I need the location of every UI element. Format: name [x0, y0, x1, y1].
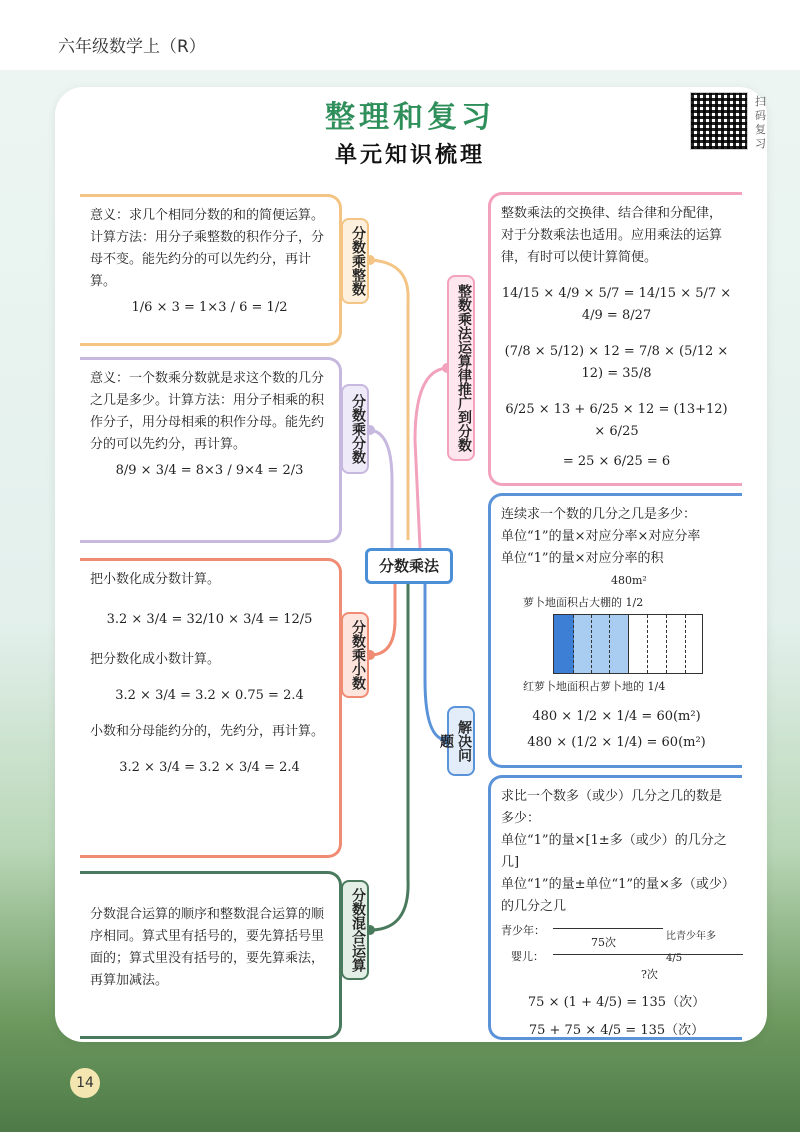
- mix-text: 分数混合运算的顺序和整数混合运算的顺序相同。算式里有括号的，要先算括号里面的；算式里没有括号的，要先算乘法，再算加减法。: [90, 907, 325, 988]
- baby-label: 婴儿：: [511, 950, 544, 963]
- dec-eq3: 3.2 × 3/4 = 3.2 × 3/4 = 2.4: [119, 760, 300, 775]
- solve2-eq2: 75 + 75 × 4/5 = 135（次）: [528, 1023, 705, 1038]
- dec-box: [80, 558, 342, 858]
- frac-text: 意义：一个数乘分数就是求这个数的几分之几是多少。计算方法：用分子相乘的积作分子，用分母相乘的积作分母。能先约分的可以先约分，再计算。: [90, 371, 325, 452]
- qr-label: 扫码复习: [755, 95, 766, 150]
- young-label: 青少年：: [501, 924, 545, 937]
- law-box: [488, 192, 742, 486]
- law-eq3: 6/25 × 13 + 6/25 × 12 = (13+12) × 6/25: [505, 402, 728, 439]
- int-text: 意义：求几个相同分数的和的简便运算。计算方法：用分子乘整数的积作分子，分母不变。能先约分的可以先约分，再计算。: [90, 208, 325, 289]
- tag-frac: 分数乘分数: [341, 384, 369, 474]
- baby-line: [553, 954, 743, 955]
- tag-solve: 解决问题: [447, 706, 475, 776]
- area-diagram: [501, 570, 732, 693]
- page-title: 整理和复习: [325, 100, 495, 135]
- frac-equation: 8/9 × 3/4 = 8×3 / 9×4 = 2/3: [115, 463, 304, 478]
- page-subtitle: 单元知识梳理: [334, 143, 485, 168]
- law-eq4: = 25 × 6/25 = 6: [562, 454, 671, 469]
- int-box: [80, 194, 342, 346]
- line-diagram: [501, 918, 732, 980]
- solve1-line2: 单位“1”的量×对应分率×对应分率: [501, 529, 701, 544]
- solve1-eq1: 480 × 1/2 × 1/4 = 60(m²): [532, 709, 701, 724]
- law-eq2: (7/8 × 5/12) × 12 = 7/8 × (5/12 × 12) = 35/8: [504, 344, 729, 381]
- law-text: 整数乘法的交换律、结合律和分配律，对于分数乘法也适用。应用乘法的运算律，有时可以使计算简便。: [501, 206, 723, 265]
- int-equation: 1/6 × 3 = 1×3 / 6 = 1/2: [131, 300, 288, 315]
- radish-label: 萝卜地面积占大棚的 1/2: [523, 596, 644, 609]
- n75-label: 75次: [591, 936, 616, 949]
- page-number: 14: [70, 1068, 100, 1098]
- center-node: 分数乘法: [365, 548, 453, 584]
- tag-int: 分数乘整数: [341, 218, 369, 304]
- frac-box: [80, 357, 342, 543]
- solve-box-1: [488, 493, 742, 768]
- solve2-eq1: 75 × (1 + 4/5) = 135（次）: [527, 995, 706, 1010]
- law-eq1: 14/15 × 4/9 × 5/7 = 14/15 × 5/7 × 4/9 = 8/27: [501, 286, 732, 323]
- more-label: 比青少年多 4/5: [666, 931, 716, 964]
- tag-law: 整数乘法运算律推广到分数: [447, 275, 475, 461]
- tag-dec: 分数乘小数: [341, 612, 369, 698]
- dec-line2: 把分数化成小数计算。: [90, 652, 221, 667]
- mix-box: [80, 871, 342, 1039]
- solve-box-2: [488, 775, 742, 1040]
- book-header: 六年级数学上（R）: [58, 37, 206, 57]
- young-line: [553, 928, 663, 929]
- dec-line1: 把小数化成分数计算。: [90, 572, 221, 587]
- q-label: ?次: [641, 968, 658, 981]
- red-radish-label: 红萝卜地面积占萝卜地的 1/4: [523, 680, 666, 693]
- solve1-line1: 连续求一个数的几分之几是多少：: [501, 507, 697, 522]
- tag-mix: 分数混合运算: [341, 880, 369, 980]
- solve2-line1: 求比一个数多（或少）几分之几的数是多少：: [501, 789, 723, 826]
- area-label: 480m²: [611, 574, 647, 587]
- dec-line3: 小数和分母能约分的，先约分，再计算。: [90, 724, 325, 739]
- solve1-line3: 单位“1”的量×对应分率的积: [501, 551, 664, 566]
- solve2-line2: 单位“1”的量×[1±多（或少）的几分之几]: [501, 833, 727, 870]
- dec-eq2: 3.2 × 3/4 = 3.2 × 0.75 = 2.4: [115, 688, 304, 703]
- solve2-line3: 单位“1”的量±单位“1”的量×多（或少）的几分之几: [501, 877, 729, 914]
- area-bar: [553, 614, 703, 674]
- dec-eq1: 3.2 × 3/4 = 32/10 × 3/4 = 12/5: [106, 612, 313, 627]
- solve1-eq2: 480 × (1/2 × 1/4) = 60(m²): [527, 735, 706, 750]
